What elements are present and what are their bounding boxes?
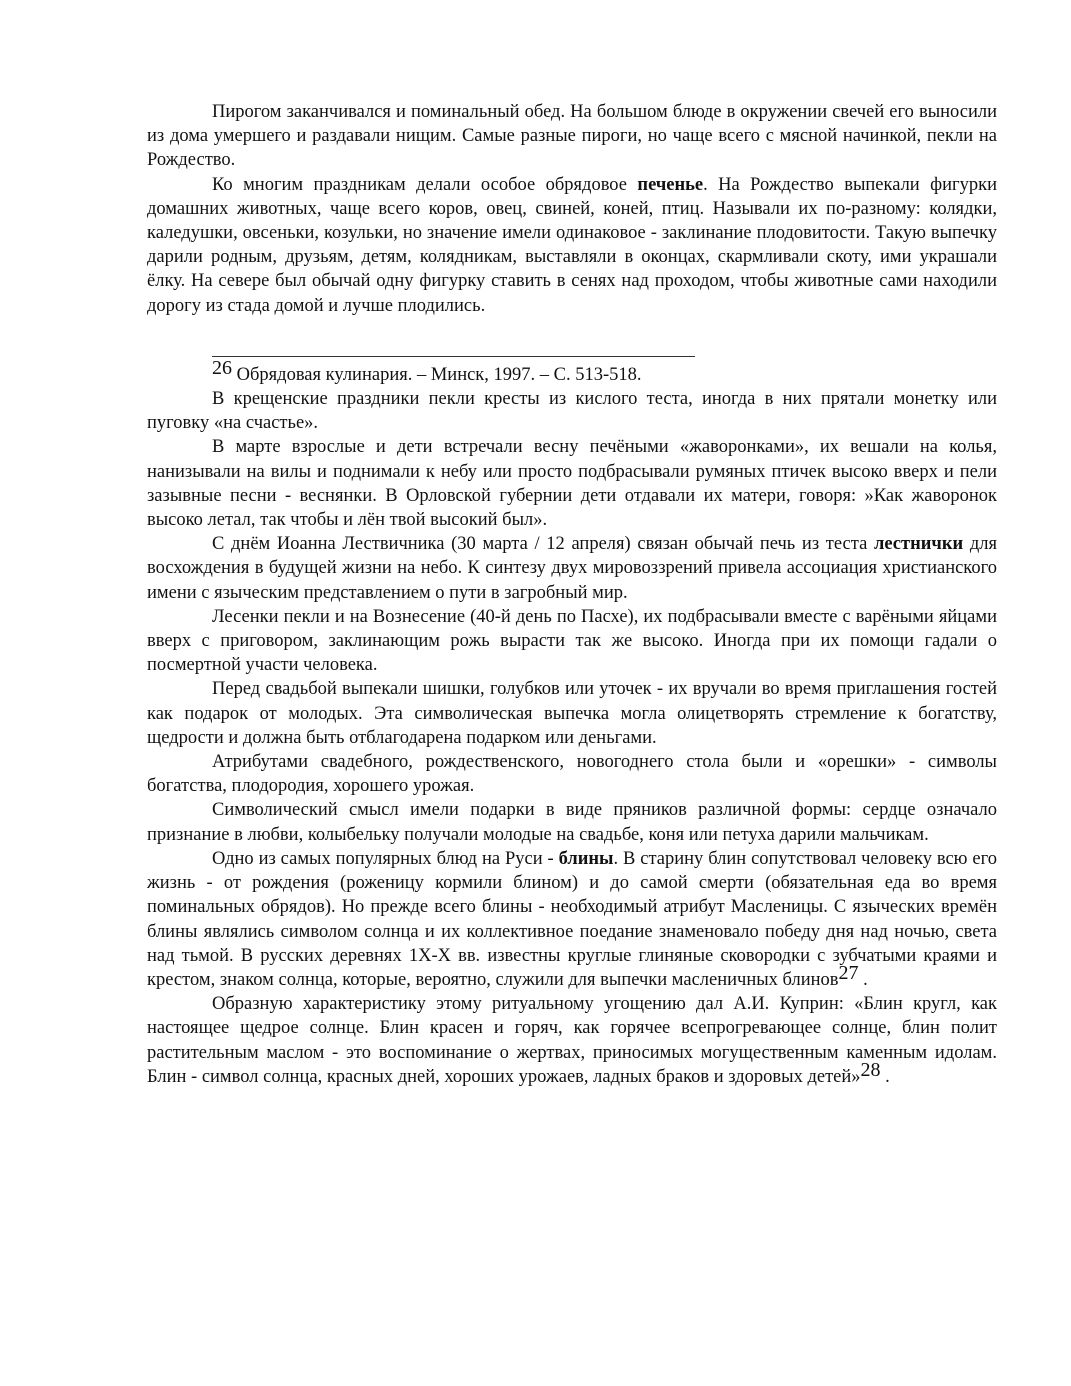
footnote-number: 26 xyxy=(212,356,232,379)
paragraph-text: Ко многим праздникам делали особое обрядовое xyxy=(212,174,638,195)
paragraph-text: Атрибутами свадебного, рождественского, новогоднего стола были и «орешки» - символы богатства, плодородия, хорошего урожая. xyxy=(147,752,997,797)
footnote-text: Обрядовая кулинария. – Минск, 1997. – С. 513-518. xyxy=(232,364,642,385)
paragraph xyxy=(147,677,997,750)
paragraph xyxy=(147,435,997,532)
paragraph-text: Пирогом заканчивался и поминальный обед. На большом блюде в окружении свечей его выносили из дома умершего и раздавали нищим. Самые разные пироги, но чаще всего с мясной начинкой, пекли на Рождество. xyxy=(147,102,997,171)
paragraph xyxy=(147,798,997,846)
paragraph-text: В марте взрослые и дети встречали весну печёными «жаворонками», их вешали на колья, нанизывали на вилы и поднимали к небу или просто подбрасывали румяных птичек высоко вверх и пели зазывные песни - веснянки. В Орловской губернии дети отдавали их матери, говоря: »Как жаворонок высоко летал, так чтобы и лён твой высокий был». xyxy=(147,437,997,531)
paragraph-text: . На Рождество выпекали фигурки домашних животных, чаще всего коров, овец, свиней, коней, птиц. Называли их по-разному: колядки, каледушки, овсеньки, козульки, но значение имели одинаковое - заклинание плодовитости. Такую выпечку дарили родным, друзьям, детям, колядникам, выставляли в оконцах, скармливали скоту, ими украшали ёлку. На севере был обычай одну фигурку ставить в сенях над проходом, чтобы животные сами находили дорогу из стада домой и лучше плодились. xyxy=(147,174,997,316)
paragraph-text: для восхождения в будущей жизни на небо. К синтезу двух мировоззрений привела ассоциация христианского имени с языческим представлением о пути в загробный мир. xyxy=(147,534,997,603)
paragraph xyxy=(147,992,997,1089)
paragraph xyxy=(147,847,997,992)
paragraph xyxy=(147,605,997,678)
paragraph xyxy=(147,387,997,435)
paragraph-text: С днём Иоанна Лествичника (30 марта / 12 апреля) связан обычай печь из теста xyxy=(212,534,874,555)
section-gap xyxy=(147,318,997,356)
footnote-reference: 27 xyxy=(838,961,859,984)
paragraph xyxy=(147,100,997,173)
paragraph-text: . В старину блин сопутствовал человеку всю его жизнь - от рождения (роженицу кормили блином) и до самой смерти (обязательная еда во время поминальных обрядов). Но прежде всего блины - необходимый атрибут Масленицы. С языческих времён блины являлись символом солнца и их коллективное поедание знаменовало победу дня над ночью, света над тьмой. В русских деревнях 1Х-Х вв. известны круглые глиняные сковородки с зубчатыми краями и крестом, знаком солнца, которые, вероятно, служили для выпечки масленичных блинов xyxy=(147,848,997,990)
bold-term: печенье xyxy=(637,174,704,195)
footnote xyxy=(212,356,997,387)
paragraph-text: Перед свадьбой выпекали шишки, голубков или уточек - их вручали во время приглашения гостей как подарок от молодых. Эта символическая выпечка могла олицетворять стремление к богатству, щедрости и должна быть отблагодарена подарком или деньгами. xyxy=(147,679,997,748)
paragraph-text: В крещенские праздники пекли кресты из кислого теста, иногда в них прятали монетку или пуговку «на счастье». xyxy=(147,389,997,434)
text-section-top xyxy=(147,100,997,318)
document-page xyxy=(147,100,997,1089)
footnote-separator xyxy=(212,356,695,357)
paragraph-text: Одно из самых популярных блюд на Руси - xyxy=(212,848,559,869)
text-section-bottom xyxy=(147,387,997,1089)
paragraph xyxy=(147,173,997,318)
paragraph-text: . xyxy=(858,969,868,990)
paragraph xyxy=(147,750,997,798)
footnote-reference: 28 xyxy=(860,1058,881,1081)
paragraph-text: Лесенки пекли и на Вознесение (40-й день по Пасхе), их подбрасывали вместе с варёными яйцами вверх с приговором, заклинающим рожь вырасти так же высоко. Иногда при их помощи гадали о посмертной участи человека. xyxy=(147,606,997,676)
paragraph xyxy=(147,532,997,605)
paragraph-text: Символический смысл имели подарки в виде пряников различной формы: сердце означало признание в любви, колыбельку получали молодые на свадьбе, коня или петуха дарили мальчикам. xyxy=(147,800,997,845)
paragraph-text: Образную характеристику этому ритуальному угощению дал А.И. Куприн: «Блин кругл, как настоящее щедрое солнце. Блин красен и горяч, как горячее всепрогревающее солнце, блин полит растительным маслом - это воспоминание о жертвах, приносимых могущественным каменным идолам. Блин - символ солнца, красных дней, хороших урожаев, ладных браков и здоровых детей» xyxy=(147,994,997,1087)
paragraph-text: . xyxy=(880,1066,890,1087)
bold-term: блины xyxy=(558,848,614,869)
bold-term: лестнички xyxy=(873,534,964,555)
